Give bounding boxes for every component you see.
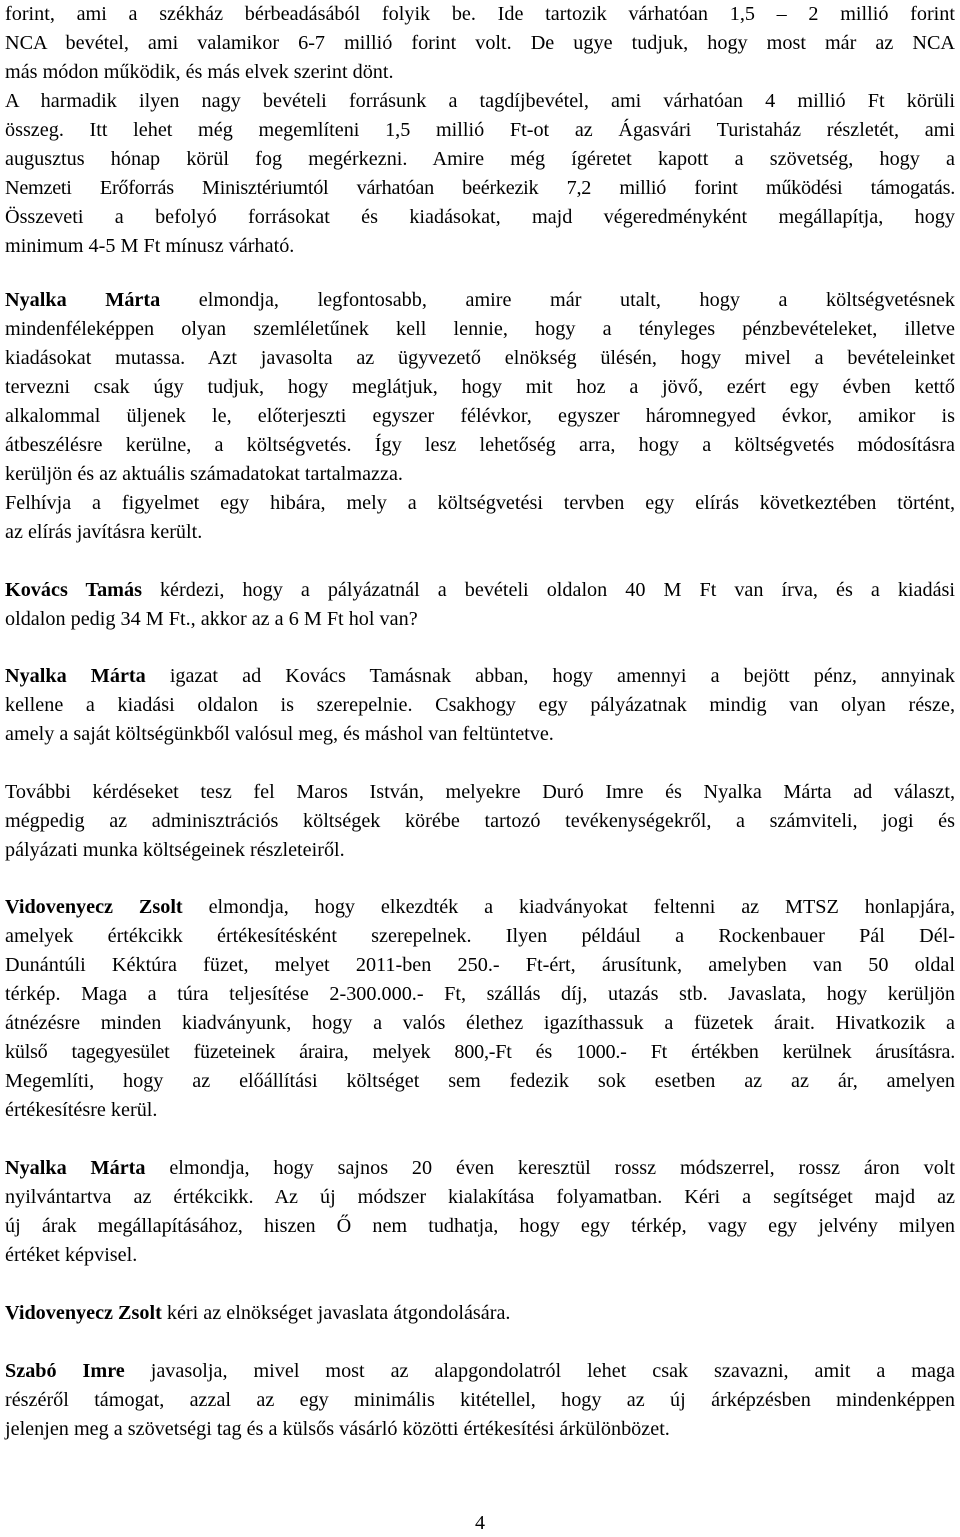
text-line (5, 286, 955, 315)
text-fragment: elmondja, hogy sajnos 20 éven keresztül rossz módszerrel, rossz áron volt (145, 1157, 956, 1179)
text-line: jelenjen meg a szövetségi tag és a külsős vásárló közötti értékesítési árkülönbözet. (5, 1418, 670, 1440)
text-line: Dunántúli Kéktúra füzet, melyet 2011-ben 250.- Ft-ért, árusítunk, amelyben van 50 oldal (5, 954, 955, 976)
speaker-name: Nyalka Márta (5, 1157, 146, 1179)
speaker-name: Nyalka Márta (5, 289, 161, 311)
text-line: forint, ami a székház bérbeadásából folyik be. Ide tartozik várhatóan 1,5 – 2 millió forint (5, 3, 955, 25)
text-line: mégpedig az adminisztrációs költségek körébe tartozó tevékenységekről, a számviteli, jogi és (5, 810, 955, 832)
text-line: külső tagegyesület füzeteinek áraira, melyek 800,-Ft és 1000.- Ft értékben kerülnek árusításra. (5, 1041, 955, 1063)
paragraph-kovacs-tamas-question (5, 576, 955, 634)
text-line: Felhívja a figyelmet egy hibára, mely a költségvetési tervben egy elírás következtében történt, (5, 492, 955, 514)
text-line (5, 662, 955, 691)
text-line: minimum 4-5 M Ft mínusz várható. (5, 235, 295, 257)
text-line (5, 1154, 955, 1183)
text-line: átnézésre minden kiadványunk, hogy a valós élethez igazíthassuk a füzetek árait. Hivatkozik a (5, 1012, 955, 1034)
text-line: Nemzeti Erőforrás Minisztériumtól várhatóan beérkezik 7,2 millió forint működési támogatás. (5, 177, 955, 199)
text-fragment: kéri az elnökséget javaslata átgondolására. (161, 1302, 511, 1324)
text-line: részéről támogat, azzal az egy minimális kitétellel, hogy az új árképzésben mindenképpen (5, 1389, 955, 1411)
text-line: kiadásokat mutassa. Azt javasolta az ügyvezető elnökség ülésén, hogy mivel a bevételeinket (5, 347, 955, 369)
text-line: amelyek értékcikk értékesítésként szerepelnek. Ilyen például a Rockenbauer Pál Dél- (5, 925, 955, 947)
text-line (5, 893, 955, 922)
paragraph-nyalka-marta-answer (5, 662, 955, 749)
text-line: értékesítésre kerül. (5, 1099, 158, 1121)
text-line: összeg. Itt lehet még megemlíteni 1,5 millió Ft-ot az Ágasvári Turistaház részletét, ami (5, 119, 955, 141)
text-line (5, 1357, 955, 1386)
paragraph-further-questions (5, 778, 955, 865)
text-line: mindenféleképpen olyan szemléletűnek kell lennie, hogy a tényleges pénzbevételeket, illetve (5, 318, 955, 340)
text-fragment: igazat ad Kovács Tamásnak abban, hogy amennyi a bejött pénz, annyinak (145, 665, 955, 687)
text-fragment: elmondja, hogy elkezdték a kiadványokat feltenni az MTSZ honlapjára, (182, 896, 956, 918)
speaker-name: Vidovenyecz Zsolt (5, 1302, 162, 1324)
speaker-name: Nyalka Márta (5, 665, 146, 687)
text-line: az elírás javításra került. (5, 521, 203, 543)
speaker-name: Szabó Imre (5, 1360, 125, 1382)
text-line (5, 1299, 955, 1328)
text-fragment: javasolja, mivel most az alapgondolatról lehet csak szavazni, amit a maga (124, 1360, 955, 1382)
speaker-name: Vidovenyecz Zsolt (5, 896, 183, 918)
page-number: 4 (475, 1512, 485, 1534)
text-line: más módon működik, és más elvek szerint dönt. (5, 61, 394, 83)
paragraph-szabo-imre-proposal (5, 1357, 955, 1444)
text-line: kerüljön és az aktuális számadatokat tartalmazza. (5, 463, 403, 485)
text-line: Megemlíti, hogy az előállítási költséget sem fedezik sok esetben az az ár, amelyen (5, 1070, 955, 1092)
paragraph-vidovenyecz-zsolt-publications (5, 893, 955, 1125)
text-line: alkalommal üljenek le, előterjeszti egyszer félévkor, egyszer háromnegyed évkor, amikor is (5, 405, 955, 427)
text-line: NCA bevétel, ami valamikor 6-7 millió forint volt. De ugye tudjuk, hogy most már az NCA (5, 32, 955, 54)
paragraph-vidovenyecz-zsolt-request (5, 1299, 955, 1328)
text-line: További kérdéseket tesz fel Maros István, melyekre Duró Imre és Nyalka Márta ad választ, (5, 781, 955, 803)
text-line: augusztus hónap körül fog megérkezni. Amire még ígéretet kapott a szövetség, hogy a (5, 148, 955, 170)
text-line: pályázati munka költségeinek részleteiről. (5, 839, 345, 861)
paragraph-nyalka-marta-pricing (5, 1154, 955, 1270)
text-line: tervezni csak úgy tudjuk, hogy meglátjuk, hogy mit hoz a jövő, ezért egy évben kettő (5, 376, 955, 398)
text-line: térkép. Maga a túra teljesítése 2-300.000.- Ft, szállás díj, utazás stb. Javaslata, hogy kerüljön (5, 983, 955, 1005)
text-line: oldalon pedig 34 M Ft., akkor az a 6 M Ft hol van? (5, 608, 418, 630)
text-line (5, 576, 955, 605)
text-line: kellene a kiadási oldalon is szerepelnie. Csakhogy egy pályázatnak mindig van olyan része, (5, 694, 955, 716)
paragraph-nyalka-marta-budget (5, 286, 955, 547)
text-line: Összeveti a befolyó forrásokat és kiadásokat, majd végeredményként megállapítja, hogy (5, 206, 955, 228)
text-line: új árak megállapításához, hiszen Ő nem tudhatja, hogy egy térkép, vagy egy jelvény milyen (5, 1215, 955, 1237)
text-line: átbeszélésre kerülne, a költségvetés. Így lesz lehetőség arra, hogy a költségvetés módosításra (5, 434, 955, 456)
text-fragment: kérdezi, hogy a pályázatnál a bevételi oldalon 40 M Ft van írva, és a kiadási (141, 579, 955, 601)
text-line: nyilvántartva az értékcikk. Az új módszer kialakítása folyamatban. Kéri a segítséget majd az (5, 1186, 955, 1208)
paragraph-budget-income (5, 0, 955, 261)
text-line: A harmadik ilyen nagy bevételi forrásunk a tagdíjbevétel, ami várhatóan 4 millió Ft körüli (5, 90, 955, 112)
text-line: értéket képvisel. (5, 1244, 138, 1266)
speaker-name: Kovács Tamás (5, 579, 142, 601)
text-fragment: elmondja, legfontosabb, amire már utalt, hogy a költségvetésnek (160, 289, 955, 311)
text-line: amely a saját költségünkből valósul meg, és máshol van feltüntetve. (5, 723, 554, 745)
